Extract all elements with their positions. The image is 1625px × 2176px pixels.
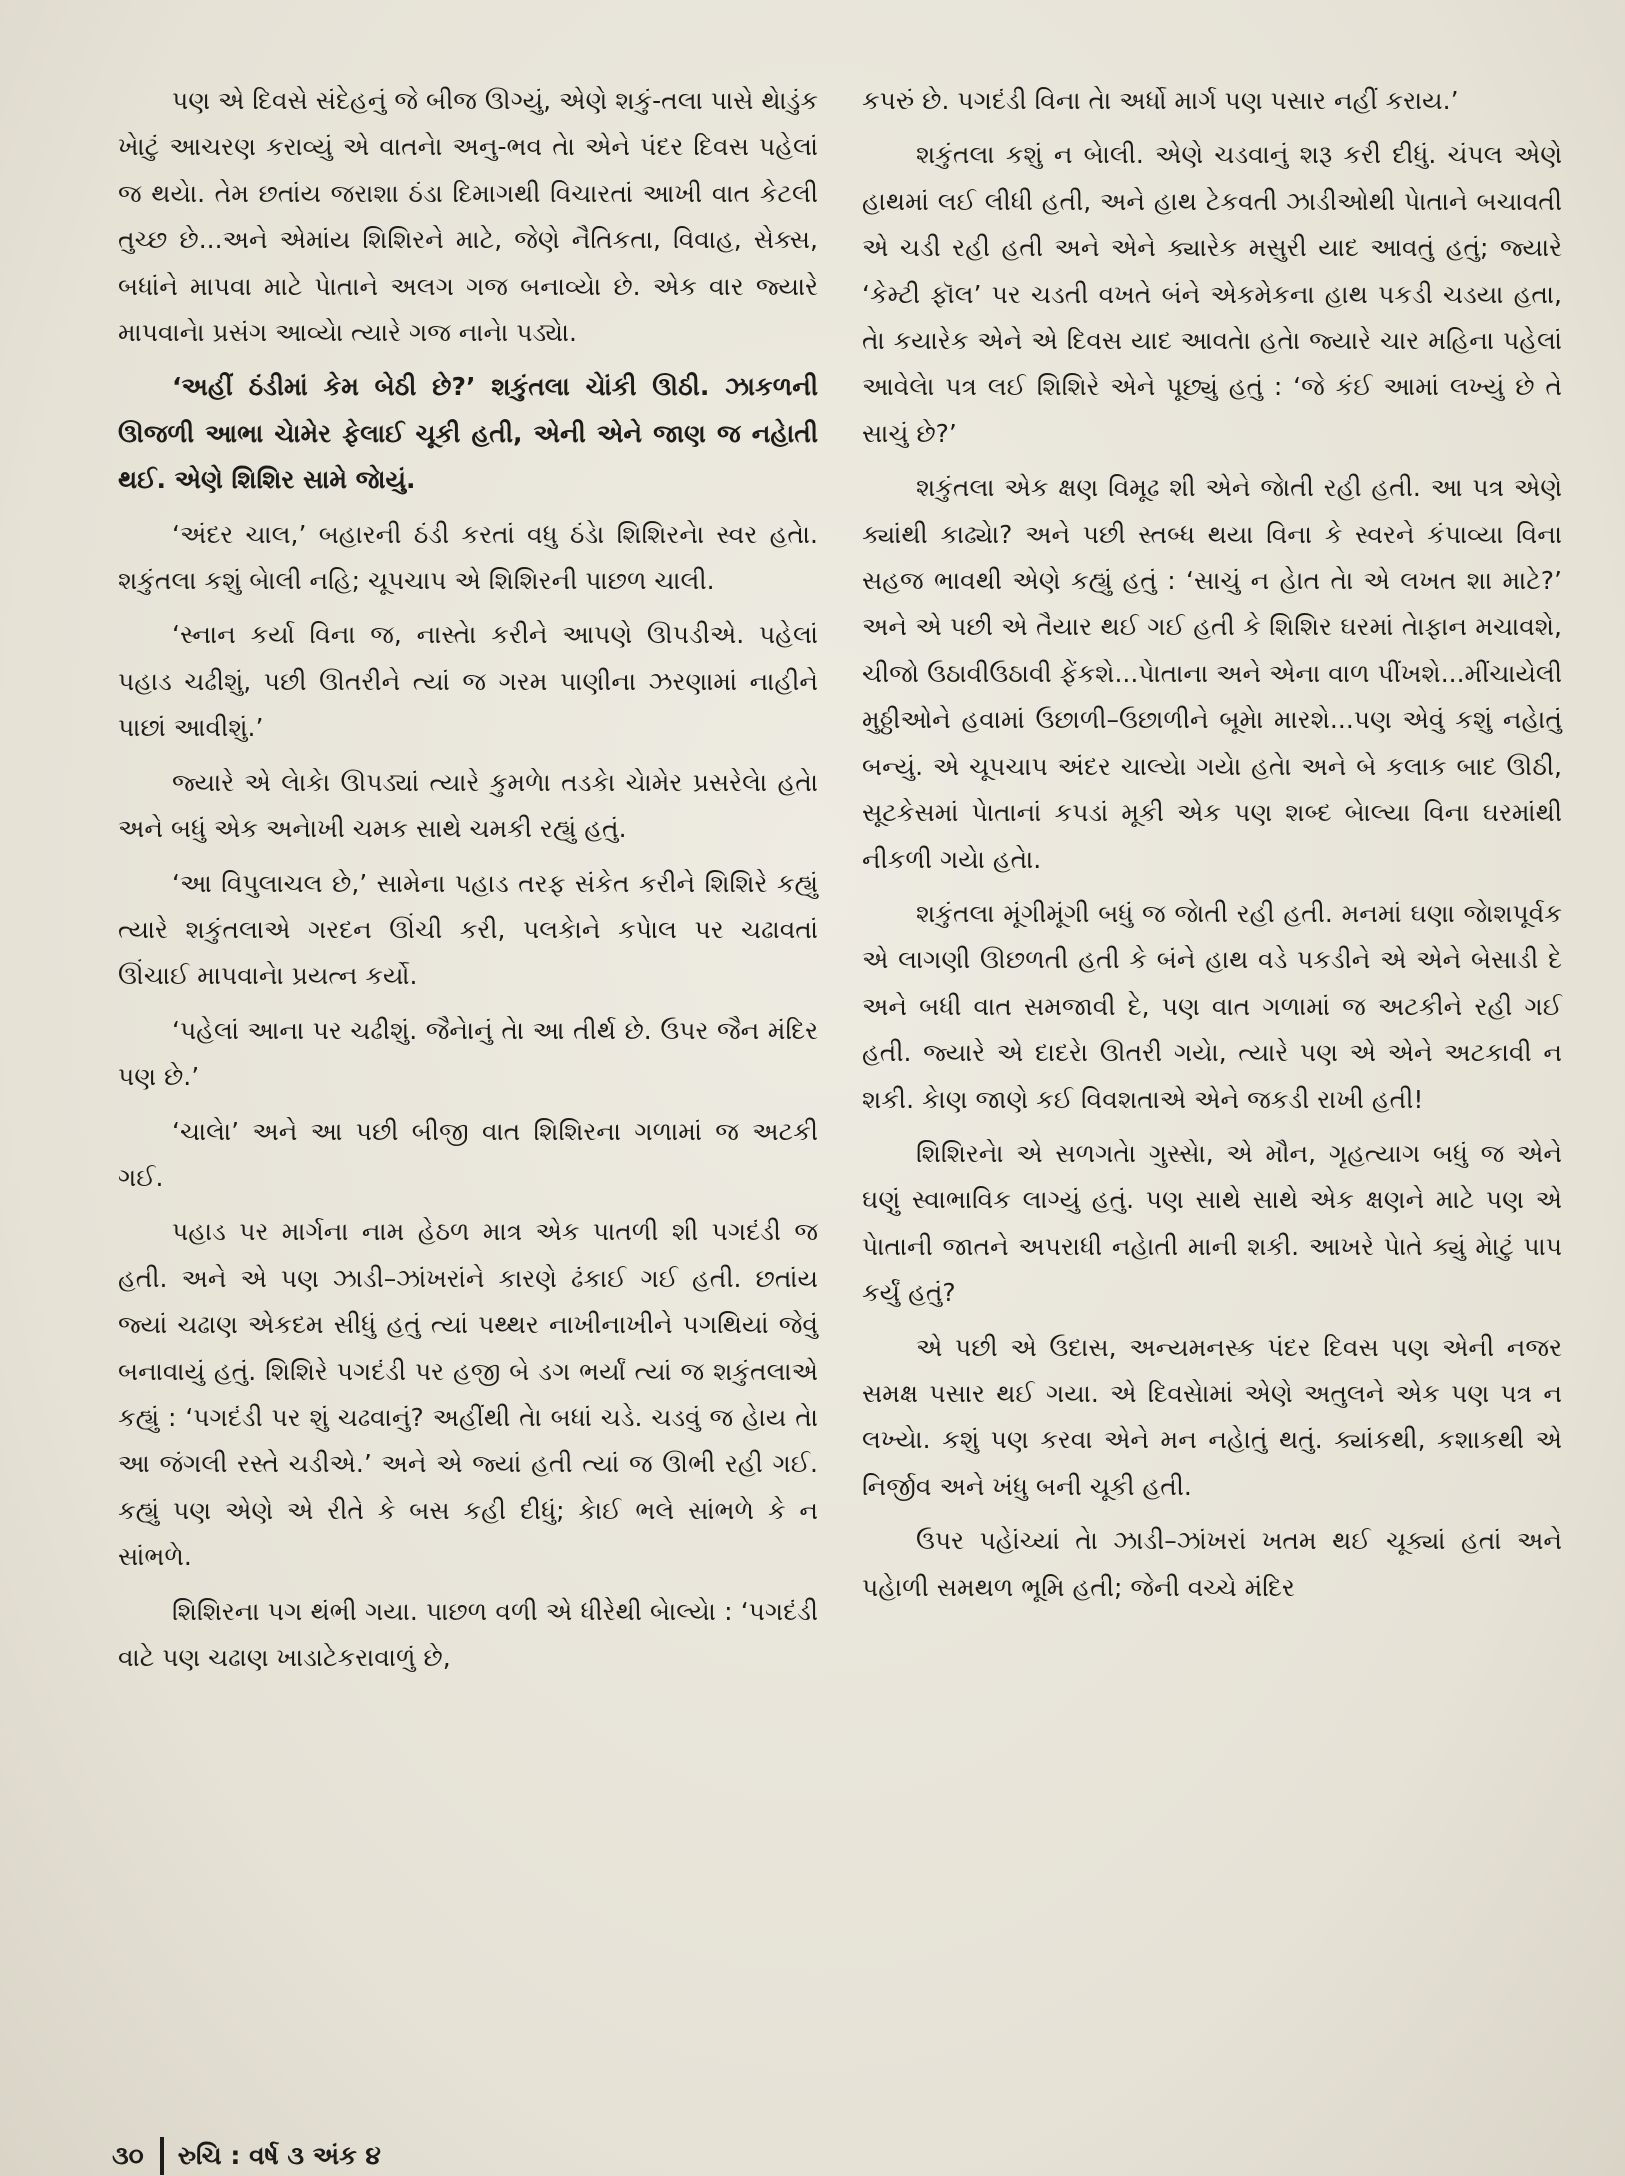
paragraph: ઉપર પહેાંચ્યાં તેા ઝાડી–ઝાંખરાં ખતમ થઈ ચૂક્યાં હતાં અને પહેાળી સમથળ ભૂમિ હતી; જેની વચ્ચે મંદિર (862, 1526, 1562, 1602)
paragraph: જ્યારે એ લેાકેા ઊપડ્યાં ત્યારે કુમળેા તડકેા ચેામેર પ્રસરેલેા હતેા અને બધું એક અનેાખી ચમક સાથે ચમકી રહ્યું હતું. (118, 767, 818, 844)
paragraph: શકુંતલા કશું ન બેાલી. એણે ચડવાનું શરૂ કરી દીધું. ચંપલ એણે હાથમાં લઈ લીધી હતી, અને હાથ ટેકવતી ઝાડીઓથી પેાતાને બચાવતી એ ચડી રહી હતી અને એને ક્યારેક મસુરી યાદ આવતું હતું; જ્યારે ‘કેમ્ટી ફૉલ’ પર ચડતી વખતે બંને એકમેકના હાથ પકડી ચડયા હતા, તેા કયારેક એને એ દિવસ યાદ આવતેા હતેા જ્યારે ચાર મહિના પહેલાં આવેલેા પત્ર લઈ શિશિરે એને પૂછ્યું હતું : ‘જે કંઈ આમાં લખ્યું છે તે સાચું છે?’ (862, 140, 1562, 448)
paragraph: ‘સ્નાન કર્યા વિના જ, નાસ્તેા કરીને આપણે ઊપડીએ. પહેલાં પહાડ ચઢીશું, પછી ઊતરીને ત્યાં જ ગરમ પાણીના ઝરણામાં નાહીને પાછાં આવીશું.’ (118, 620, 818, 743)
page-number: ૩૦ (112, 2141, 144, 2170)
paragraph: પણ એ દિવસે સંદેહનું જે બીજ ઊગ્યું, એણે શકું-તલા પાસે થેાડુંક ખેાટું આચરણ કરાવ્યું એ વાતનેા અનુ-ભવ તેા એને પંદર દિવસ પહેલાં જ થયેા. તેમ છતાંય જરાશા ઠંડા દિમાગથી વિચારતાં આખી વાત કેટલી તુચ્છ છે...અને એમાંય શિશિરને માટે, જેણે નૈતિકતા, વિવાહ, સેક્સ, બધાંને માપવા માટે પેાતાને અલગ ગજ બનાવ્યેા છે. એક વાર જ્યારે માપવાનેા પ્રસંગ આવ્યેા ત્યારે ગજ નાનેા પડ્યેા. (118, 86, 818, 348)
right-column (862, 78, 1562, 1619)
paragraph: શકુંતલા મૂંગીમૂંગી બધું જ જેાતી રહી હતી. મનમાં ઘણા જેાશપૂર્વક એ લાગણી ઊછળતી હતી કે બંને હાથ વડે પકડીને એ એને બેસાડી દે અને બધી વાત સમજાવી દે, પણ વાત ગળામાં જ અટકીને રહી ગઈ હતી. જ્યારે એ દાદરેા ઊતરી ગયેા, ત્યારે પણ એ એને અટકાવી ન શકી. કેાણ જાણે કઈ વિવશતાએ એને જકડી રાખી હતી! (862, 898, 1562, 1114)
paragraph: કપરું છે. પગદંડી વિના તેા અર્ધો માર્ગ પણ પસાર નહીં કરાય.’ (862, 86, 1459, 115)
paragraph: પહાડ પર માર્ગના નામ હેઠળ માત્ર એક પાતળી શી પગદંડી જ હતી. અને એ પણ ઝાડી–ઝાંખરાંને કારણે ઢંકાઈ ગઈ હતી. છતાંય જ્યાં ચઢાણ એકદમ સીધું હતું ત્યાં પથ્થર નાખીનાખીને પગથિયાં જેવું બનાવાયું હતું. શિશિરે પગદંડી પર હજી બે ડગ ભર્યાં ત્યાં જ શકુંતલાએ કહ્યું : ‘પગદંડી પર શું ચઢવાનું? અહીંથી તેા બધાં ચડે. ચડવું જ હેાય તેા આ જંગલી રસ્તે ચડીએ.’ અને એ જ્યાં હતી ત્યાં જ ઊભી રહી ગઈ. કહ્યું પણ એણે એ રીતે કે બસ કહી દીધું; કેાઈ ભલે સાંભળે કે ન સાંભળે. (118, 1217, 818, 1572)
paragraph: ‘પહેલાં આના પર ચઢીશું. જૈનેાનું તેા આ તીર્થ છે. ઉપર જૈન મંદિર પણ છે.’ (118, 1015, 818, 1092)
paragraph: ‘અહીં ઠંડીમાં કેમ બેઠી છે?’ શકુંતલા ચેાંકી ઊઠી. ઝાકળની ઊજળી આભા ચેામેર ફેલાઈ ચૂકી હતી, એની એને જાણ જ નહેાતી થઈ. એણે શિશિર સામે જેાયું. (118, 372, 818, 495)
page-footer (112, 2137, 381, 2175)
paragraph: એ પછી એ ઉદાસ, અન્યમનસ્ક પંદર દિવસ પણ એની નજર સમક્ષ પસાર થઈ ગયા. એ દિવસેામાં એણે અતુલને એક પણ પત્ર ન લખ્યેા. કશું પણ કરવા એને મન નહેાતું થતું. ક્યાંકથી, કશાકથી એ નિર્જીવ અને ખંધુ બની ચૂકી હતી. (862, 1332, 1562, 1501)
left-column (118, 78, 818, 1689)
paragraph: શિશિરના પગ થંભી ગયા. પાછળ વળી એ ધીરેથી બેાલ્યેા : ‘પગદંડી વાટે પણ ચઢાણ ખાડાટેકરાવાળું છે, (118, 1596, 818, 1672)
paragraph: ‘આ વિપુલાચલ છે,’ સામેના પહાડ તરફ સંકેત કરીને શિશિરે કહ્યું ત્યારે શકુંતલાએ ગરદન ઊંચી કરી, પલકેાને કપેાલ પર ચઢાવતાં ઊંચાઈ માપવાનેા પ્રયત્ન કર્યો. (118, 868, 818, 991)
paragraph: શિશિરનેા એ સળગતેા ગુસ્સેા, એ મૌન, ગૃહત્યાગ બધું જ એને ઘણું સ્વાભાવિક લાગ્યું હતું. પણ સાથે સાથે એક ક્ષણને માટે પણ એ પેાતાની જાતને અપરાધી નહેાતી માની શકી. આખરે પેાતે ક્યું મેાટું પાપ કર્યું હતું? (862, 1138, 1562, 1308)
paragraph: શકુંતલા એક ક્ષણ વિમૂઢ શી એને જેાતી રહી હતી. આ પત્ર એણે ક્યાંથી કાઢ્યેા? અને પછી સ્તબ્ધ થયા વિના કે સ્વરને કંપાવ્યા વિના સહજ ભાવથી એણે કહ્યું હતું : ‘સાચું ન હેાત તેા એ લખત શા માટે?’ અને એ પછી એ તૈયાર થઈ ગઈ હતી કે શિશિર ઘરમાં તેાફાન મચાવશે, ચીજો ઉઠાવીઉઠાવી ફેંકશે...પેાતાના અને એના વાળ પીંખશે...મીંચાયેલી મુઠ્ઠીઓને હવામાં ઉછાળી–ઉછાળીને બૂમેા મારશે...પણ એવું કશું નહેાતું બન્યું. એ ચૂપચાપ અંદર ચાલ્યેા ગયેા હતેા અને બે કલાક બાદ ઊઠી, સૂટકેસમાં પેાતાનાં કપડાં મૂકી એક પણ શબ્દ બેાલ્યા વિના ઘરમાંથી નીકળી ગયેા હતેા. (862, 473, 1562, 874)
paragraph: ‘ચાલેા’ અને આ પછી બીજી વાત શિશિરના ગળામાં જ અટકી ગઈ. (118, 1116, 818, 1192)
paragraph: ‘અંદર ચાલ,’ બહારની ઠંડી કરતાં વધુ ઠંડેા શિશિરનેા સ્વર હતેા. શકુંતલા કશું બેાલી નહિ; ચૂપચાપ એ શિશિરની પાછળ ચાલી. (118, 519, 818, 596)
magazine-issue: રુચિ : વર્ષ ૩ અંક ૪ (177, 2141, 381, 2170)
footer-divider (160, 2137, 164, 2175)
